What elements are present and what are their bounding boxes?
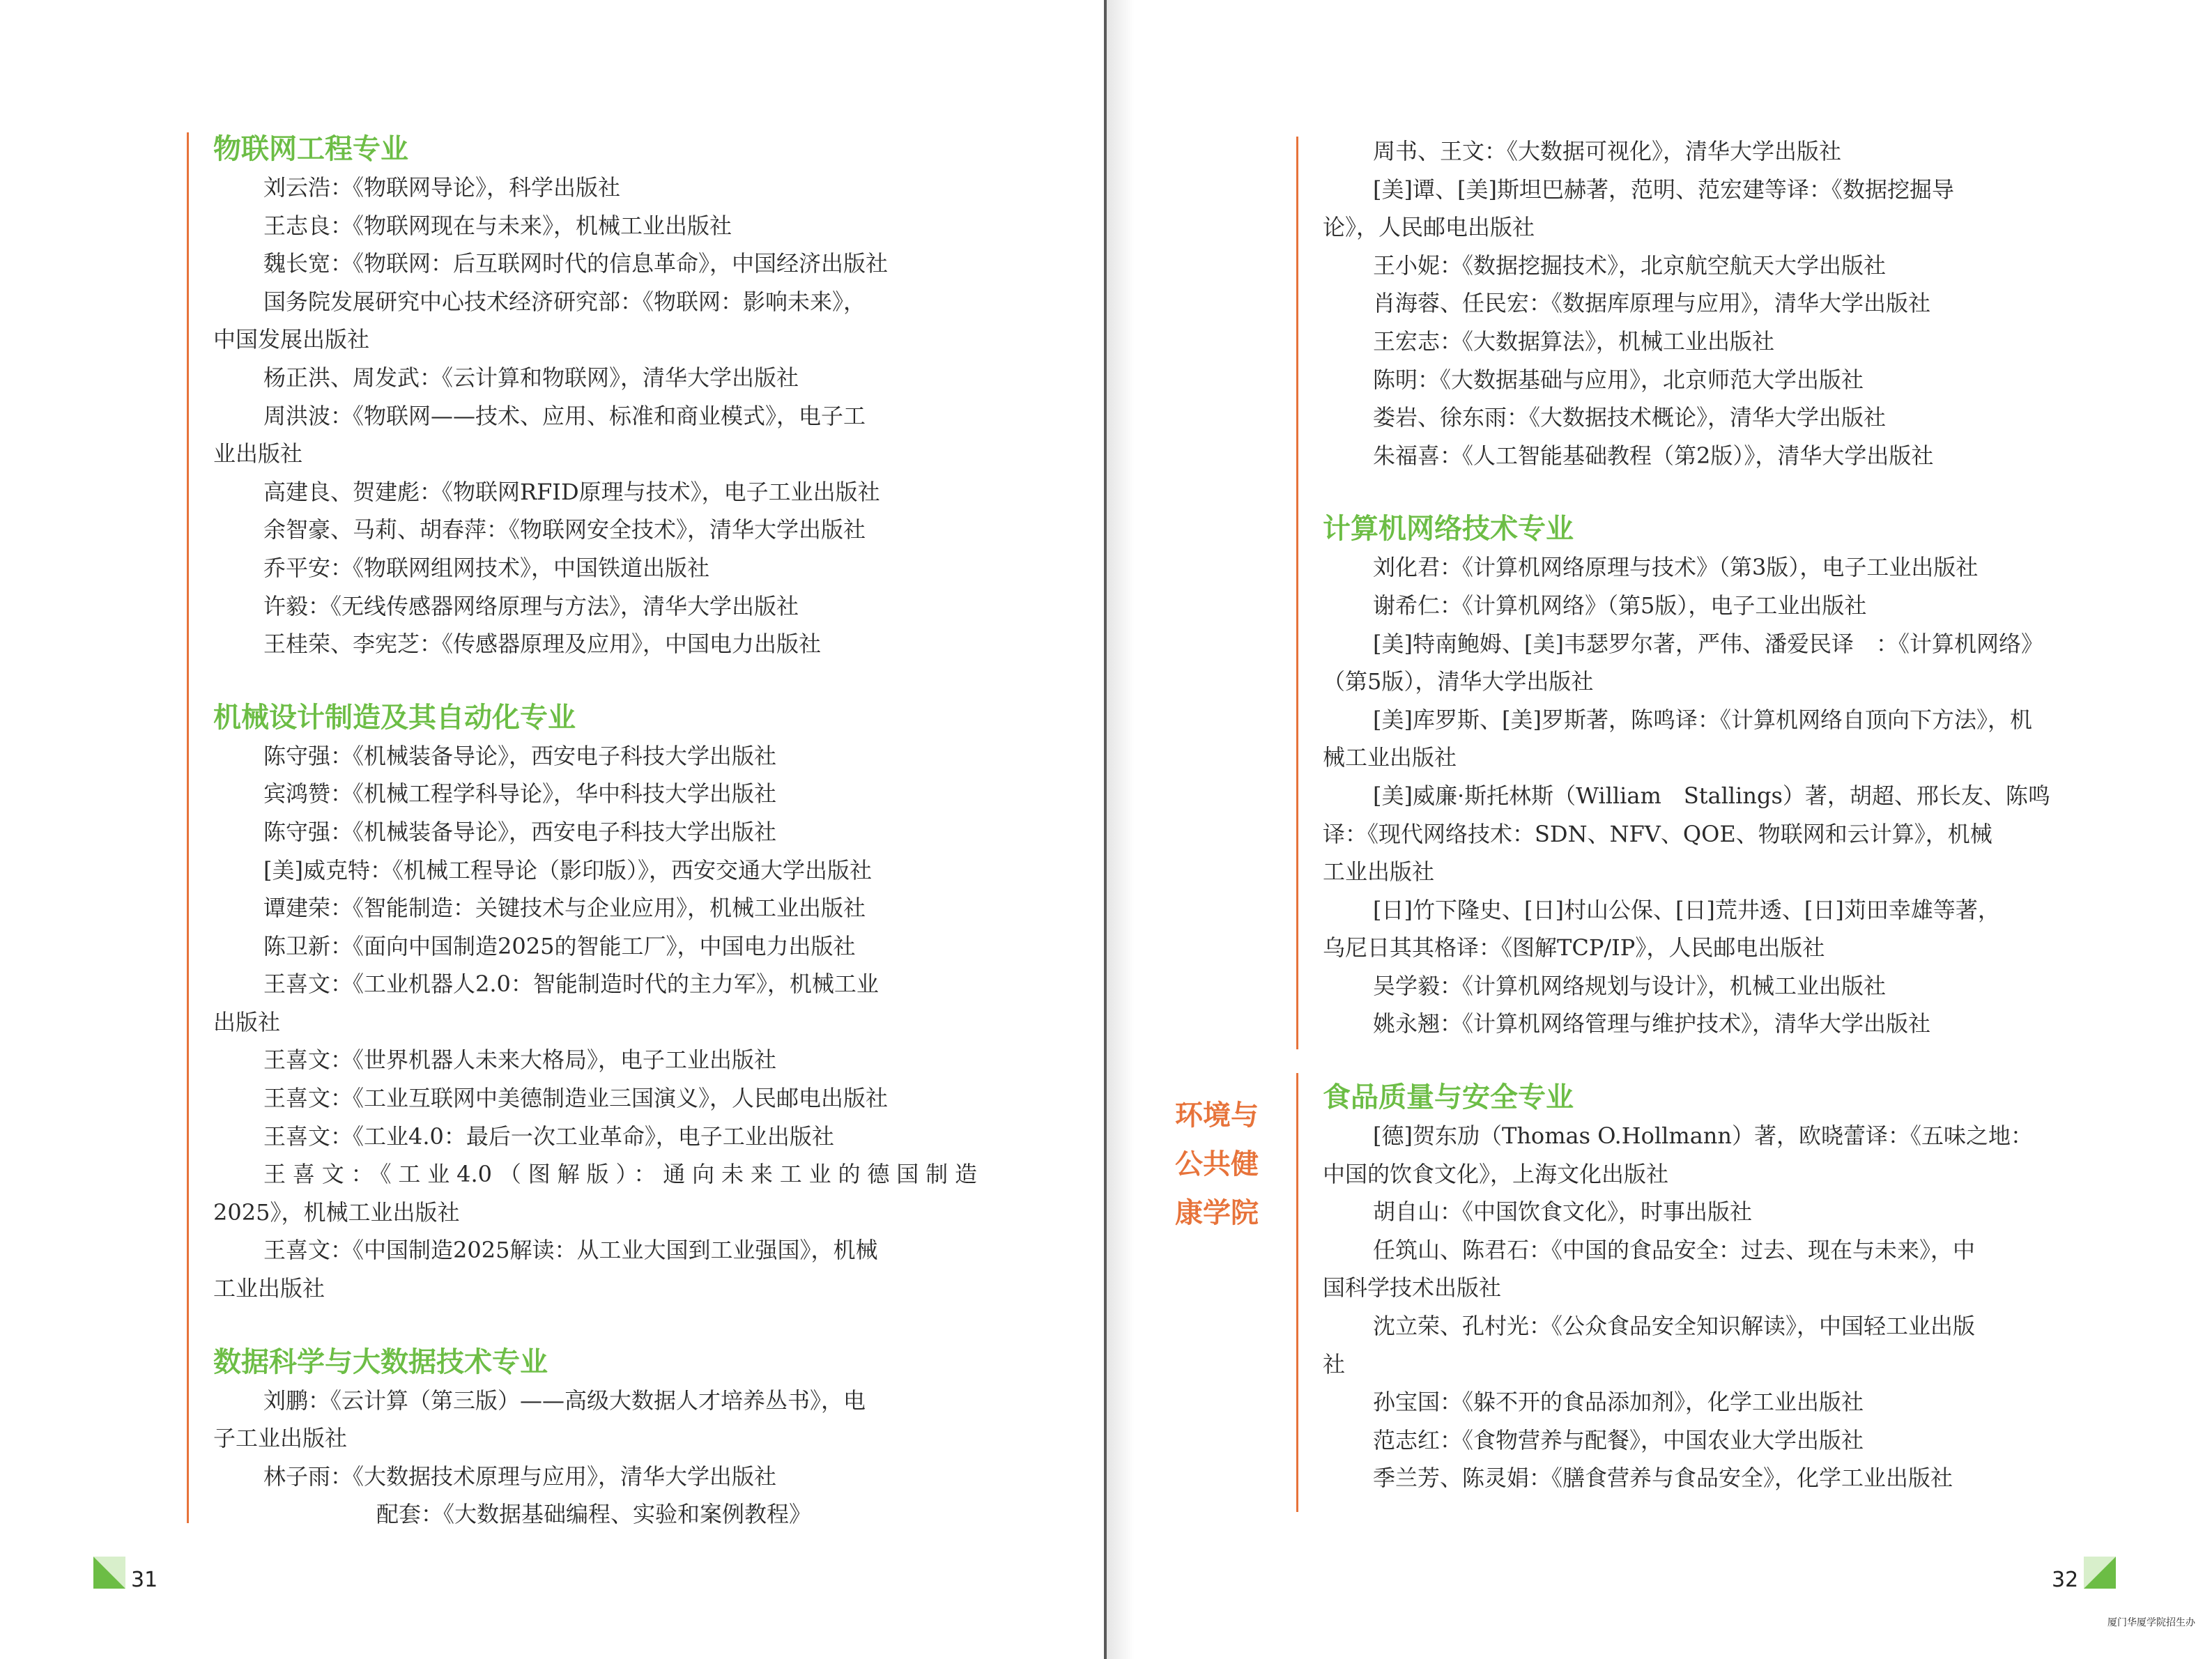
book-entry: 任筑山、陈君石：《中国的食品安全：过去、现在与未来》，中 — [1373, 1236, 1976, 1263]
book-entry-continued: 2025》，机械工业出版社 — [213, 1198, 460, 1226]
book-entry-continued: 子工业出版社 — [213, 1425, 348, 1452]
corner-triangle-left — [93, 1557, 125, 1589]
book-entry-continued: 中国发展出版社 — [213, 326, 370, 353]
book-entry: 王志良：《物联网现在与未来》，机械工业出版社 — [263, 212, 732, 239]
book-entry: 沈立荣、孔村光：《公众食品安全知识解读》，中国轻工业出版 — [1373, 1313, 1976, 1340]
section-heading: 数据科学与大数据技术专业 — [213, 1345, 548, 1378]
book-entry: 余智豪、马莉、胡春萍：《物联网安全技术》，清华大学出版社 — [263, 516, 866, 543]
book-entry: 王喜文：《工业4.0：最后一次工业革命》，电子工业出版社 — [263, 1122, 834, 1150]
book-entry-continued: 译：《现代网络技术：SDN、NFV、QOE、物联网和云计算》，机械 — [1323, 820, 1992, 847]
book-entry: 王桂荣、李宪芝：《传感器原理及应用》，中国电力出版社 — [263, 631, 822, 658]
section-mechanical-design — [213, 698, 977, 1308]
section-iot-engineering — [213, 130, 977, 663]
book-entry: 王小妮：《数据挖掘技术》，北京航空航天大学出版社 — [1373, 252, 1887, 279]
book-entry-continued: （第5版），清华大学出版社 — [1323, 668, 1594, 695]
book-entry: 陈守强：《机械装备导论》，西安电子科技大学出版社 — [263, 818, 777, 845]
book-entry-continued: 械工业出版社 — [1323, 744, 1457, 771]
book-entry-continued: 中国的饮食文化》，上海文化出版社 — [1323, 1160, 1669, 1187]
book-entry: 娄岩、徐东雨：《大数据技术概论》，清华大学出版社 — [1373, 404, 1887, 431]
left-page — [0, 0, 1105, 1659]
book-entry-continued: 工业出版社 — [213, 1275, 325, 1302]
book-entry: 许毅：《无线传感器网络原理与方法》，清华大学出版社 — [263, 592, 799, 619]
right-column — [1323, 132, 2075, 1497]
page-number: 32 — [2052, 1568, 2079, 1592]
book-entry: 王喜文：《工业4.0（图解版）：通向未来工业的德国制造 — [263, 1161, 977, 1188]
book-entry: [美]威克特：《机械工程导论（影印版）》，西安交通大学出版社 — [263, 856, 872, 883]
book-entry: [美]特南鲍姆、[美]韦瑟罗尔著，严伟、潘爱民译 ：《计算机网络》 — [1373, 630, 2043, 657]
college-label-line: 公共健 — [1175, 1148, 1259, 1180]
page-number: 31 — [131, 1568, 158, 1592]
book-entry-continued: 社 — [1323, 1350, 1346, 1378]
corner-triangle-right — [2084, 1557, 2116, 1589]
book-entry: 周书、王文：《大数据可视化》，清华大学出版社 — [1373, 138, 1842, 164]
book-entry: [美]威廉·斯托林斯（William Stallings）著，胡超、邢长友、陈鸣 — [1373, 782, 2050, 809]
book-entry: 谢希仁：《计算机网络》（第5版），电子工业出版社 — [1373, 592, 1867, 619]
book-entry: [日]竹下隆史、[日]村山公保、[日]荒井透、[日]苅田幸雄等著， — [1373, 896, 2000, 923]
right-margin-rule-top — [1296, 137, 1298, 1049]
book-entry: 乔平安：《物联网组网技术》，中国铁道出版社 — [263, 554, 710, 581]
right-page — [1105, 0, 2212, 1659]
book-entry: 王宏志：《大数据算法》，机械工业出版社 — [1373, 327, 1775, 355]
college-label-line: 康学院 — [1175, 1197, 1259, 1229]
book-entry: 王喜文：《世界机器人未来大格局》，电子工业出版社 — [263, 1047, 777, 1074]
section-computer-network — [1323, 509, 2075, 1043]
college-label — [1175, 1091, 1259, 1237]
book-entry: 朱福喜：《人工智能基础教程（第2版）》，清华大学出版社 — [1373, 442, 1934, 469]
book-entry: 肖海蓉、任民宏：《数据库原理与应用》，清华大学出版社 — [1373, 290, 1931, 317]
book-entry: [德]贺东劢（Thomas O.Hollmann）著，欧晓蕾译：《五味之地： — [1373, 1122, 2034, 1150]
book-entry-companion: 配套：《大数据基础编程、实验和案例教程》 — [376, 1501, 812, 1528]
footer-credit: 厦门华厦学院招生办 — [2107, 1617, 2195, 1628]
book-entry: 季兰芳、陈灵娟：《膳食营养与食品安全》，化学工业出版社 — [1373, 1465, 1953, 1492]
book-entry: 周洪波：《物联网——技术、应用、标准和商业模式》，电子工 — [263, 402, 866, 429]
book-entry: 陈明：《大数据基础与应用》，北京师范大学出版社 — [1373, 366, 1864, 393]
section-heading: 物联网工程专业 — [213, 133, 408, 165]
book-entry-continued: 乌尼日其其格译：《图解TCP/IP》，人民邮电出版社 — [1323, 934, 1825, 962]
book-entry: 姚永翘：《计算机网络管理与维护技术》，清华大学出版社 — [1373, 1010, 1931, 1037]
book-entry: [美]库罗斯、[美]罗斯著，陈鸣译：《计算机网络自顶向下方法》，机 — [1373, 706, 2032, 733]
book-entry-continued: 业出版社 — [213, 440, 303, 468]
book-entry: 吴学毅：《计算机网络规划与设计》，机械工业出版社 — [1373, 972, 1887, 999]
book-entry: 孙宝国：《躲不开的食品添加剂》，化学工业出版社 — [1373, 1389, 1864, 1416]
continued-book-list — [1323, 132, 2075, 474]
book-entry: 陈卫新：《面向中国制造2025的智能工厂》，中国电力出版社 — [263, 932, 856, 959]
book-entry-continued: 工业出版社 — [1323, 858, 1435, 886]
book-entry: 王喜文：《工业互联网中美德制造业三国演义》，人民邮电出版社 — [263, 1085, 889, 1112]
book-entry-continued: 出版社 — [213, 1008, 281, 1035]
book-entry-continued: 论》，人民邮电出版社 — [1323, 214, 1535, 241]
section-heading: 食品质量与安全专业 — [1323, 1081, 1574, 1114]
book-entry: 林子雨：《大数据技术原理与应用》，清华大学出版社 — [263, 1463, 777, 1490]
book-entry: 杨正洪、周发武：《云计算和物联网》，清华大学出版社 — [263, 364, 799, 391]
book-entry: 胡自山：《中国饮食文化》，时事出版社 — [1373, 1198, 1753, 1226]
book-entry: 宾鸿赞：《机械工程学科导论》，华中科技大学出版社 — [263, 780, 777, 808]
book-entry: 刘化君：《计算机网络原理与技术》（第3版），电子工业出版社 — [1373, 554, 1979, 581]
left-margin-rule — [187, 132, 189, 1523]
section-food-quality-safety — [1323, 1078, 2075, 1497]
book-entry-continued: 国科学技术出版社 — [1323, 1274, 1502, 1302]
book-entry: 国务院发展研究中心技术经济研究部：《物联网：影响未来》， — [263, 288, 866, 315]
book-entry: 高建良、贺建彪：《物联网RFID原理与技术》，电子工业出版社 — [263, 478, 880, 505]
book-entry: 范志红：《食物营养与配餐》，中国农业大学出版社 — [1373, 1426, 1864, 1453]
book-entry: 魏长宽：《物联网：后互联网时代的信息革命》，中国经济出版社 — [263, 250, 889, 277]
book-entry: 王喜文：《中国制造2025解读：从工业大国到工业强国》，机械 — [263, 1237, 878, 1264]
right-margin-rule-bottom — [1296, 1073, 1298, 1512]
section-heading: 计算机网络技术专业 — [1323, 513, 1574, 546]
book-entry: 刘鹏：《云计算（第三版）——高级大数据人才培养丛书》，电 — [263, 1387, 866, 1414]
section-data-science — [213, 1343, 977, 1534]
book-entry: 刘云浩：《物联网导论》，科学出版社 — [263, 174, 621, 201]
book-entry: 王喜文：《工业机器人2.0：智能制造时代的主力军》，机械工业 — [263, 971, 879, 998]
book-entry: 陈守强：《机械装备导论》，西安电子科技大学出版社 — [263, 742, 777, 769]
left-column — [213, 130, 977, 1534]
book-entry: 谭建荣：《智能制造：关键技术与企业应用》，机械工业出版社 — [263, 895, 866, 922]
college-label-line: 环境与 — [1175, 1099, 1259, 1132]
section-heading: 机械设计制造及其自动化专业 — [213, 701, 576, 734]
book-entry: [美]谭、[美]斯坦巴赫著，范明、范宏建等译：《数据挖掘导 — [1373, 176, 1954, 203]
